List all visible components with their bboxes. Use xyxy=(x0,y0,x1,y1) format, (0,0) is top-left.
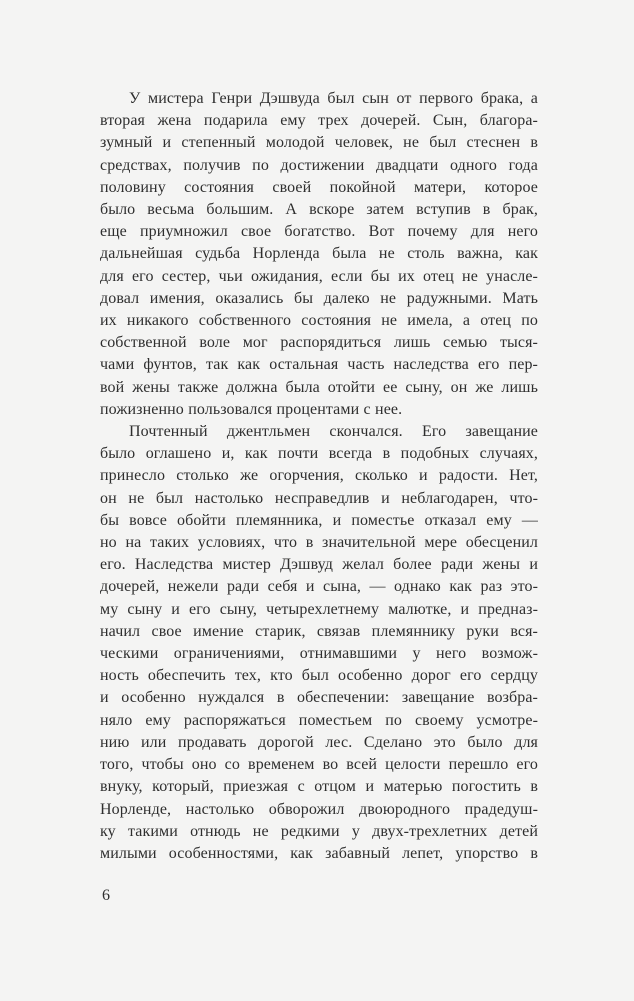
text-line: милыми особенностями, как забавный лепет, упорство в xyxy=(100,844,538,862)
text-line: нию или продавать дорогой лес. Сделано это было для xyxy=(100,733,538,751)
text-line: дальнейшая судьба Норленда была не столь важна, как xyxy=(100,245,538,263)
text-line: бы вовсе обойти племянника, и поместье отказал ему — xyxy=(100,511,538,529)
text-line: няло ему распоряжаться поместьем по своему усмотре- xyxy=(100,711,538,729)
text-line: половину состояния своей покойной матери, которое xyxy=(100,178,538,196)
paragraph xyxy=(100,421,538,865)
page-number: 6 xyxy=(102,887,110,904)
text-line: было оглашено и, как почти всегда в подобных случаях, xyxy=(100,445,538,463)
text-line: внуку, который, приезжая с отцом и матерью погостить в xyxy=(100,778,538,796)
text-line: ку такими отнюдь не редкими у двух-трехлетних детей xyxy=(100,822,538,840)
text-line: ность обеспечить тех, кто был особенно дорог его сердцу xyxy=(100,667,538,685)
text-line: он не был настолько несправедлив и неблагодарен, что- xyxy=(100,489,538,507)
text-line: было весьма большим. А вскоре затем вступив в брак, xyxy=(100,201,538,219)
text-line: дочерей, нежели ради себя и сына, — однако как раз это- xyxy=(100,578,538,596)
text-line: ческими ограничениями, отнимавшими у него возмож- xyxy=(100,645,538,663)
text-line: пожизненно пользовался процентами с нее. xyxy=(100,400,403,418)
text-line: и особенно нуждался в обеспечении: завещание возбра- xyxy=(100,689,538,707)
text-line: Почтенный джентльмен скончался. Его завещание xyxy=(129,423,538,441)
text-line: того, чтобы оно со временем во всей целости перешло его xyxy=(100,756,538,774)
text-line: начил свое имение старик, связав племяннику руки вся- xyxy=(100,622,538,640)
text-line: зумный и степенный молодой человек, не был стеснен в xyxy=(100,134,538,152)
text-line: собственной воле мог распорядиться лишь семью тыся- xyxy=(100,334,538,352)
text-line: его. Наследства мистер Дэшвуд желал более ради жены и xyxy=(100,556,538,574)
text-line: еще приумножил свое богатство. Вот почему для него xyxy=(100,223,538,241)
text-line: для его сестер, чьи ожидания, если бы их отец не унасле- xyxy=(100,267,538,285)
text-line: довал имения, оказались бы далеко не радужными. Мать xyxy=(100,289,538,307)
text-line: чами фунтов, так как остальная часть наследства его пер- xyxy=(100,356,538,374)
text-line: но на таких условиях, что в значительной мере обесценил xyxy=(100,534,538,552)
text-block xyxy=(100,88,538,865)
text-line: вторая жена подарила ему трех дочерей. Сын, благора- xyxy=(100,112,538,130)
text-line: Норленде, настолько обворожил двоюродного прадедуш- xyxy=(100,800,538,818)
text-line: принесло столько же огорчения, сколько и радости. Нет, xyxy=(100,467,538,485)
text-line: вой жены также должна была отойти ее сыну, он же лишь xyxy=(100,378,538,396)
text-line: их никакого собственного состояния не имела, а отец по xyxy=(100,312,538,330)
text-line: У мистера Генри Дэшвуда был сын от первого брака, а xyxy=(129,90,538,107)
text-line: средствах, получив по достижении двадцати одного года xyxy=(100,156,538,174)
paragraph xyxy=(100,88,538,421)
text-line: му сыну и его сыну, четырехлетнему малютке, и предназ- xyxy=(100,600,538,618)
